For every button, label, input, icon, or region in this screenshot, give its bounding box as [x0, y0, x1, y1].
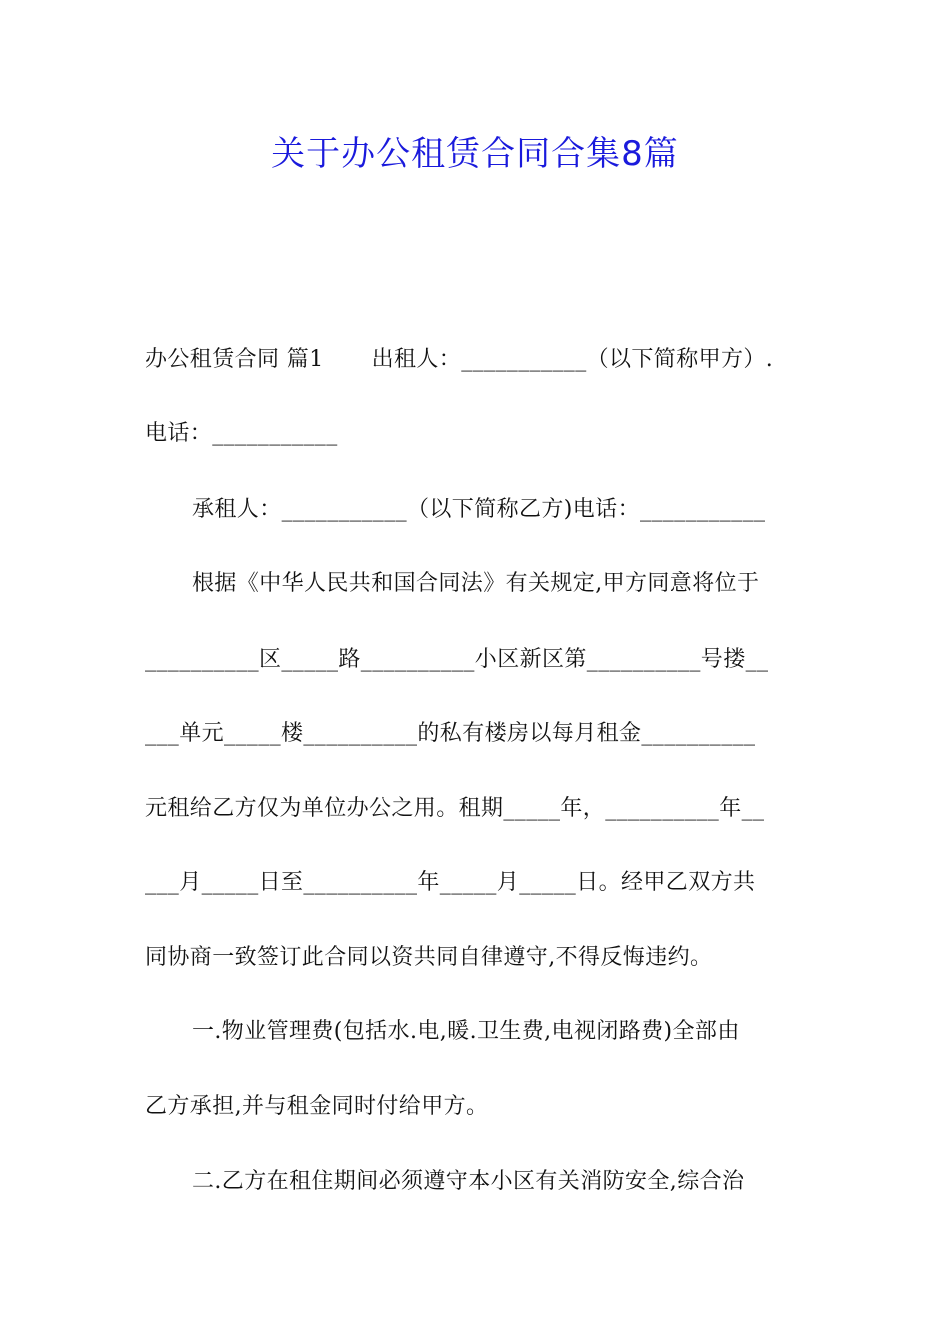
paragraph-line-2: 电话：___________: [145, 421, 338, 446]
paragraph-line-5: __________区_____路__________小区新区第__________号搂__: [145, 647, 769, 672]
paragraph-line-4: 根据《中华人民共和国合同法》有关规定,甲方同意将位于: [192, 571, 760, 596]
paragraph-line-10: 一.物业管理费(包括水.电,暖.卫生费,电视闭路费)全部由: [192, 1019, 740, 1044]
contract-heading: 办公租赁合同 篇1: [145, 347, 324, 372]
paragraph-line-11: 乙方承担,并与租金同时付给甲方。: [145, 1094, 489, 1119]
paragraph-line-7: 元租给乙方仅为单位办公之用。租期_____年，__________年__: [145, 796, 765, 821]
paragraph-line-1: [145, 340, 810, 380]
document-title: 关于办公租赁合同合集8篇: [271, 134, 679, 174]
paragraph-line-12: 二.乙方在租住期间必须遵守本小区有关消防安全,综合治: [192, 1169, 745, 1194]
paragraph-line-3: 承租人：___________（以下简称乙方)电话：___________: [192, 497, 766, 522]
paragraph-line-9: 同协商一致签订此合同以资共同自律遵守,不得反悔违约。: [145, 945, 713, 970]
paragraph-line-6: ___单元_____楼__________的私有楼房以每月租金__________: [145, 721, 756, 746]
lessor-field: 出租人：___________（以下简称甲方）.: [371, 347, 774, 372]
paragraph-line-8: ___月_____日至__________年_____月_____日。经甲乙双方共: [145, 870, 756, 895]
